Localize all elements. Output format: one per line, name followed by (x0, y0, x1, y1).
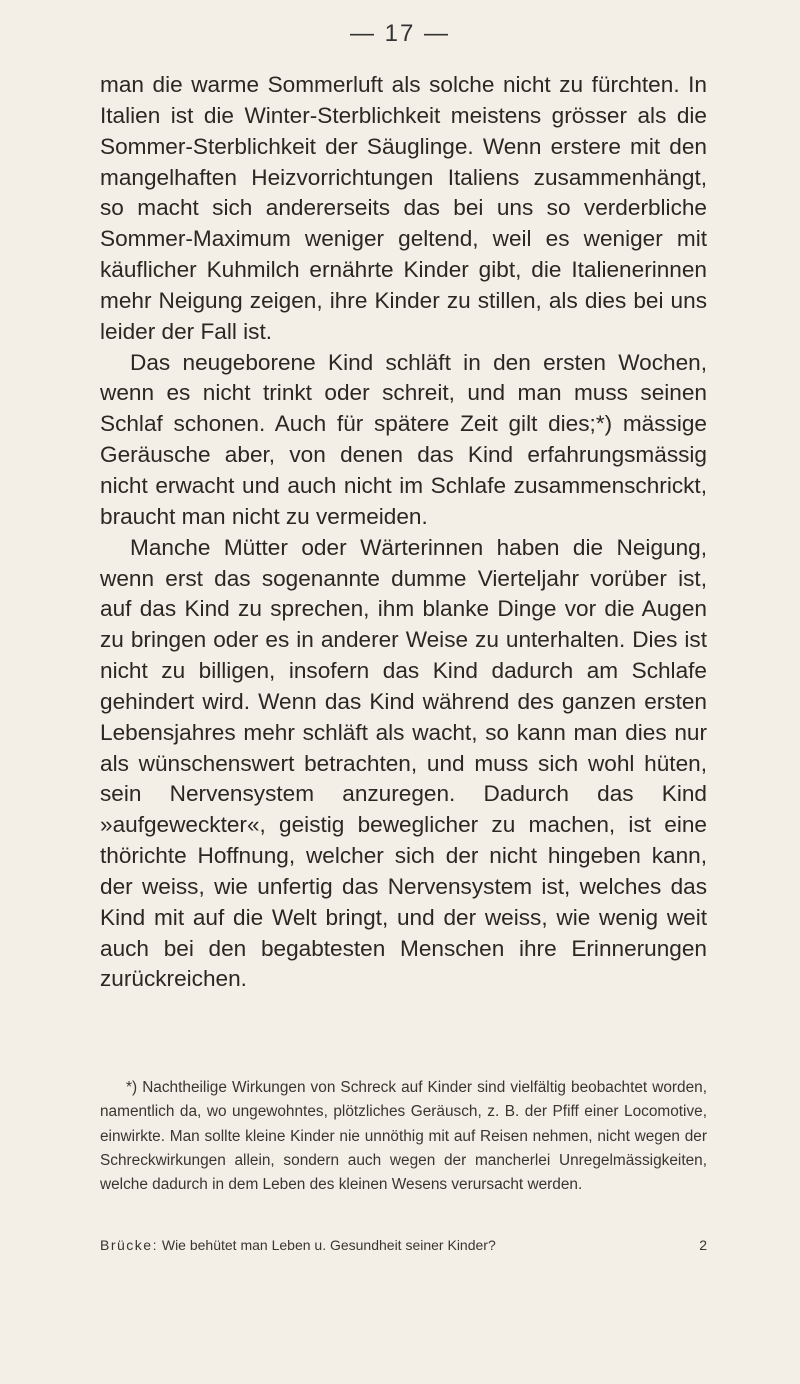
paragraph-3: Manche Mütter oder Wärterinnen haben die Neigung, wenn erst das sogenannte dumme Vierteljahr vorüber ist, auf das Kind zu sprechen, ihm blanke Dinge vor die Augen zu bringen oder es in anderer Weise zu unterhalten. Dies ist nicht zu billigen, insofern das Kind dadurch am Schlafe gehindert wird. Wenn das Kind während des ganzen ersten Lebensjahres mehr schläft als wacht, so kann man dies nur als wünschenswert betrachten, und muss sich wohl hüten, sein Nervensystem anzuregen. Dadurch das Kind »aufgeweckter«, geistig beweglicher zu machen, ist eine thörichte Hoffnung, welcher sich der nicht hingeben kann, der weiss, wie unfertig das Nervensystem ist, welches das Kind mit auf die Welt bringt, und der weiss, wie wenig weit auch bei den begabtesten Menschen ihre Erinnerungen zurückreichen. (100, 534, 707, 992)
footnote-marker: *) (126, 1079, 138, 1096)
main-text (100, 70, 707, 995)
signature-sheet-number: 2 (699, 1237, 707, 1253)
signature-title: Wie behütet man Leben u. Gesundheit seiner Kinder? (161, 1237, 496, 1253)
footnote (100, 1076, 707, 1197)
page-number: — 17 — (349, 20, 451, 47)
footnote-text: Nachtheilige Wirkungen von Schreck auf Kinder sind vielfältig beobachtet worden, namentlich da, wo ungewohntes, plötzliches Geräusch, z. B. der Pfiff einer Locomotive, einwirkte. Man sollte kleine Kinder nie unnöthig mit auf Reisen nehmen, nicht wegen der Schreckwirkungen allein, sondern auch wegen der mancherlei Unregelmässigkeiten, welche dadurch in dem Leben des kleinen Wesens verursacht werden. (100, 1079, 707, 1194)
paragraph-2: Das neugeborene Kind schläft in den ersten Wochen, wenn es nicht trinkt oder schreit, und man muss seinen Schlaf schonen. Auch für spätere Zeit gilt dies;*) mässige Geräusche aber, von denen das Kind erfahrungsmässig nicht erwacht und auch nicht im Schlafe zusammenschrickt, braucht man nicht zu vermeiden. (100, 349, 707, 529)
signature-author: Brücke: (100, 1237, 158, 1253)
paragraph-1: man die warme Sommerluft als solche nicht zu fürchten. In Italien ist die Winter-Sterblichkeit meistens grösser als die Sommer-Sterblichkeit der Säuglinge. Wenn erstere mit den mangelhaften Heizvorrichtungen Italiens zusammenhängt, so macht sich andererseits das bei uns so verderbliche Sommer-Maximum weniger geltend, weil es weniger mit käuflicher Kuhmilch ernährte Kinder gibt, die Italienerinnen mehr Neigung zeigen, ihre Kinder zu stillen, als dies bei uns leider der Fall ist. (100, 72, 707, 344)
printer-signature (100, 1237, 707, 1253)
